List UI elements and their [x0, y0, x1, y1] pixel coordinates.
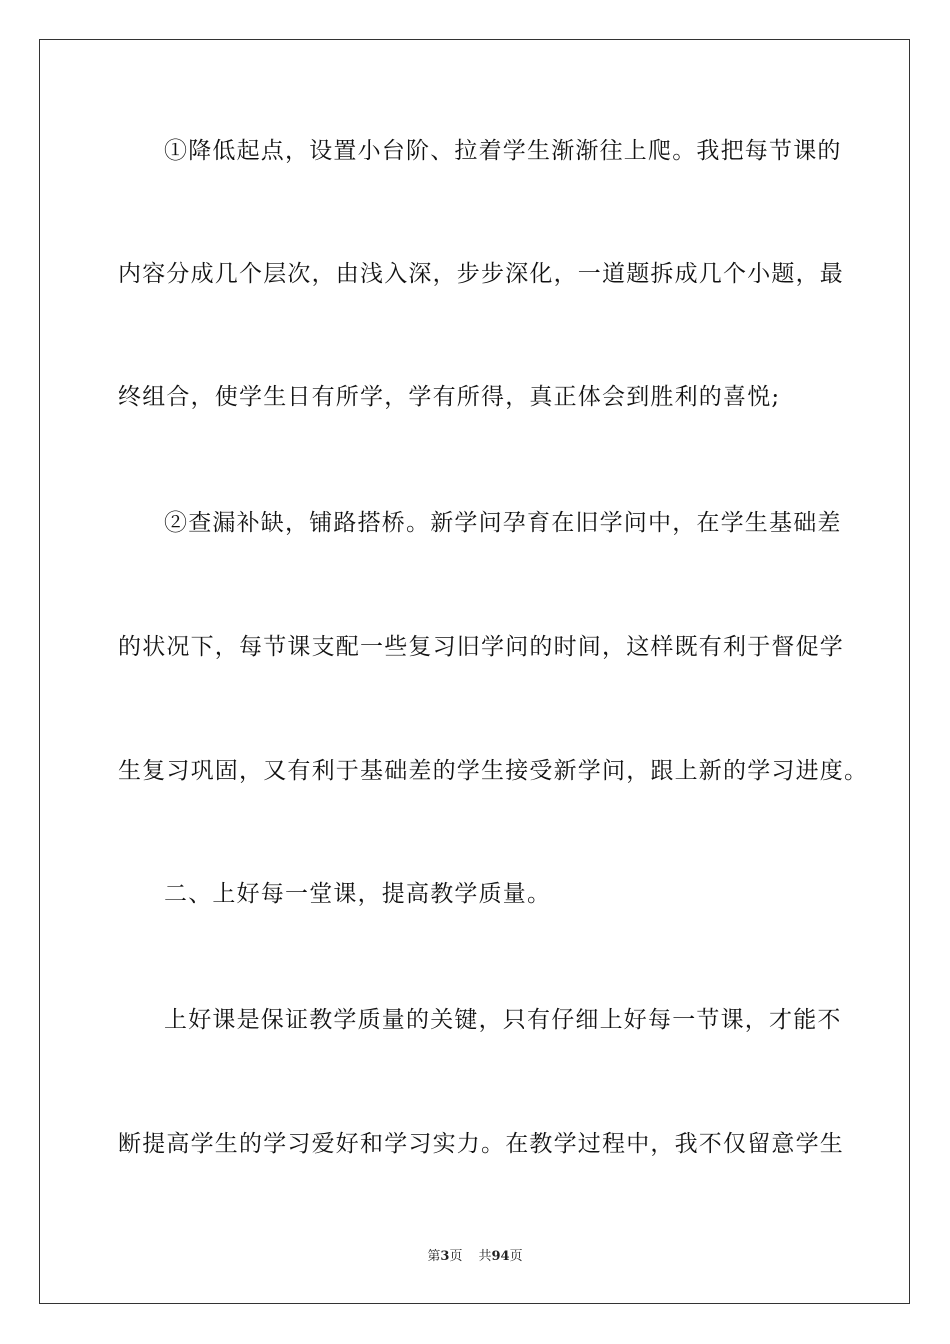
total-pages: 94	[491, 1249, 510, 1264]
total-suffix: 页	[509, 1249, 523, 1264]
total-prefix: 共	[478, 1249, 492, 1264]
paragraph-line-3: 终组合，使学生日有所学，学有所得，真正体会到胜利的喜悦;	[118, 384, 781, 410]
paragraph-line-2: 内容分成几个层次，由浅入深，步步深化，一道题拆成几个小题，最	[118, 261, 844, 287]
section-heading: 二、上好每一堂课，提高教学质量。	[164, 881, 552, 907]
paragraph-line-7: 上好课是保证教学质量的关键，只有仔细上好每一节课，才能不	[164, 1007, 842, 1033]
paragraph-line-1: ①降低起点，设置小台阶、拉着学生渐渐往上爬。我把每节课的	[164, 138, 842, 164]
paragraph-line-4: ②查漏补缺，铺路搭桥。新学问孕育在旧学问中，在学生基础差	[164, 510, 842, 536]
paragraph-line-6: 生复习巩固，又有利于基础差的学生接受新学问，跟上新的学习进度。	[118, 758, 869, 784]
paragraph-line-8: 断提高学生的学习爱好和学习实力。在教学过程中，我不仅留意学生	[118, 1131, 844, 1157]
paragraph-line-5: 的状况下，每节课支配一些复习旧学问的时间，这样既有利于督促学	[118, 634, 844, 660]
page-suffix: 页	[449, 1249, 463, 1264]
page-footer	[0, 1248, 950, 1266]
page-prefix: 第	[427, 1249, 441, 1264]
page-border	[39, 39, 910, 1304]
page-number: 3	[440, 1249, 450, 1264]
